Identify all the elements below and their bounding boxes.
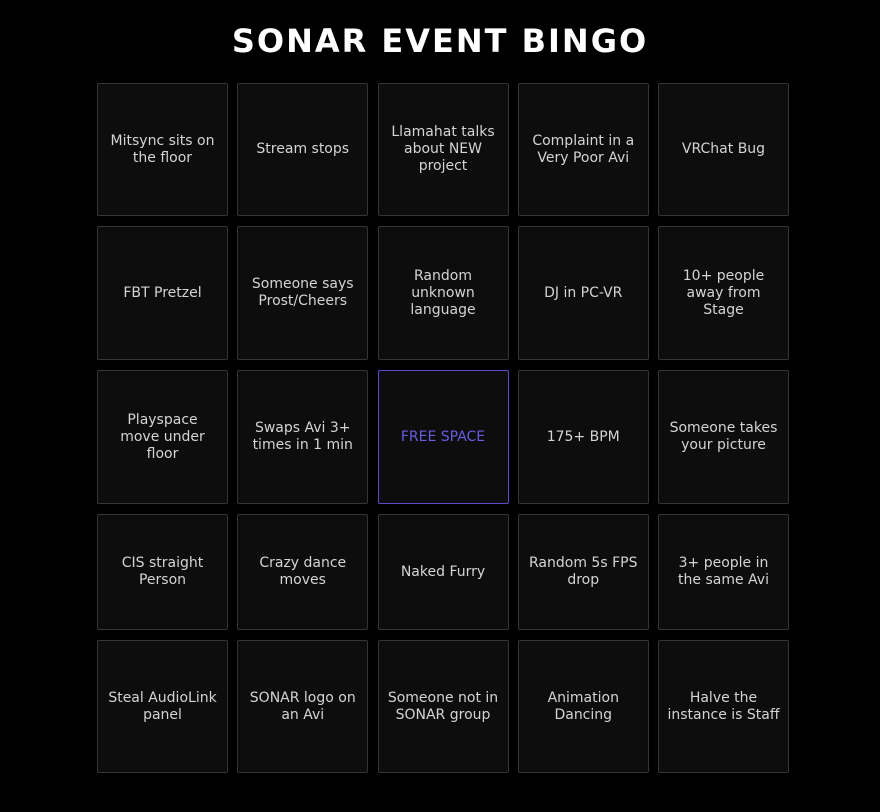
free-space-label: FREE SPACE — [400, 428, 486, 445]
free-space-cell[interactable] — [378, 370, 509, 504]
bingo-cell[interactable] — [658, 640, 789, 773]
bingo-cell-label: Naked Furry — [400, 563, 486, 580]
bingo-cell[interactable] — [378, 640, 509, 773]
bingo-cell-label: 10+ people away from Stage — [682, 267, 765, 318]
bingo-cell[interactable] — [97, 226, 228, 360]
bingo-cell-label: 3+ people in the same Avi — [678, 555, 769, 588]
bingo-cell-label: Playspace move under floor — [120, 411, 205, 462]
bingo-cell-label: Steal AudioLink panel — [108, 689, 217, 723]
bingo-cell[interactable] — [658, 514, 789, 630]
bingo-cell-label: Complaint in a Very Poor Avi — [532, 132, 635, 166]
bingo-cell[interactable] — [658, 83, 789, 216]
bingo-cell[interactable] — [237, 514, 368, 630]
bingo-cell[interactable] — [518, 514, 649, 630]
bingo-cell-label: Halve the instance is Staff — [667, 689, 780, 723]
bingo-cell[interactable] — [97, 83, 228, 216]
bingo-cell[interactable] — [518, 370, 649, 504]
bingo-cell[interactable] — [378, 226, 509, 360]
bingo-cell[interactable] — [518, 226, 649, 360]
bingo-cell-label: SONAR logo on an Avi — [249, 689, 356, 723]
bingo-cell-label: CIS straight Person — [121, 555, 204, 588]
bingo-cell[interactable] — [518, 640, 649, 773]
bingo-cell-label: Random unknown language — [410, 267, 476, 318]
bingo-cell[interactable] — [658, 226, 789, 360]
bingo-cell[interactable] — [237, 370, 368, 504]
bingo-cell[interactable] — [97, 640, 228, 773]
bingo-cell[interactable] — [658, 370, 789, 504]
bingo-cell[interactable] — [237, 640, 368, 773]
bingo-cell-label: 175+ BPM — [546, 428, 620, 445]
bingo-cell-label: Animation Dancing — [547, 689, 619, 723]
bingo-cell-label: Someone not in SONAR group — [387, 689, 499, 723]
page-title: SONAR EVENT BINGO — [231, 22, 649, 60]
bingo-cell-label: Someone says Prost/Cheers — [251, 276, 354, 309]
bingo-cell[interactable] — [518, 83, 649, 216]
bingo-cell[interactable] — [378, 514, 509, 630]
bingo-cell[interactable] — [97, 514, 228, 630]
bingo-cell-label: Random 5s FPS drop — [529, 555, 638, 588]
bingo-cell[interactable] — [97, 370, 228, 504]
bingo-cell-label: DJ in PC-VR — [544, 284, 623, 301]
bingo-cell[interactable] — [237, 83, 368, 216]
bingo-cell-label: VRChat Bug — [681, 141, 766, 157]
bingo-cell[interactable] — [378, 83, 509, 216]
bingo-grid — [97, 83, 789, 773]
bingo-cell[interactable] — [237, 226, 368, 360]
bingo-cell-label: Llamahat talks about NEW project — [391, 124, 495, 174]
bingo-cell-label: Mitsync sits on the floor — [110, 132, 215, 166]
bingo-cell-label: FBT Pretzel — [123, 284, 202, 301]
bingo-cell-label: Crazy dance moves — [259, 555, 347, 588]
bingo-cell-label: Stream stops — [256, 141, 350, 157]
bingo-cell-label: Someone takes your picture — [669, 420, 778, 453]
bingo-cell-label: Swaps Avi 3+ times in 1 min — [252, 420, 353, 453]
